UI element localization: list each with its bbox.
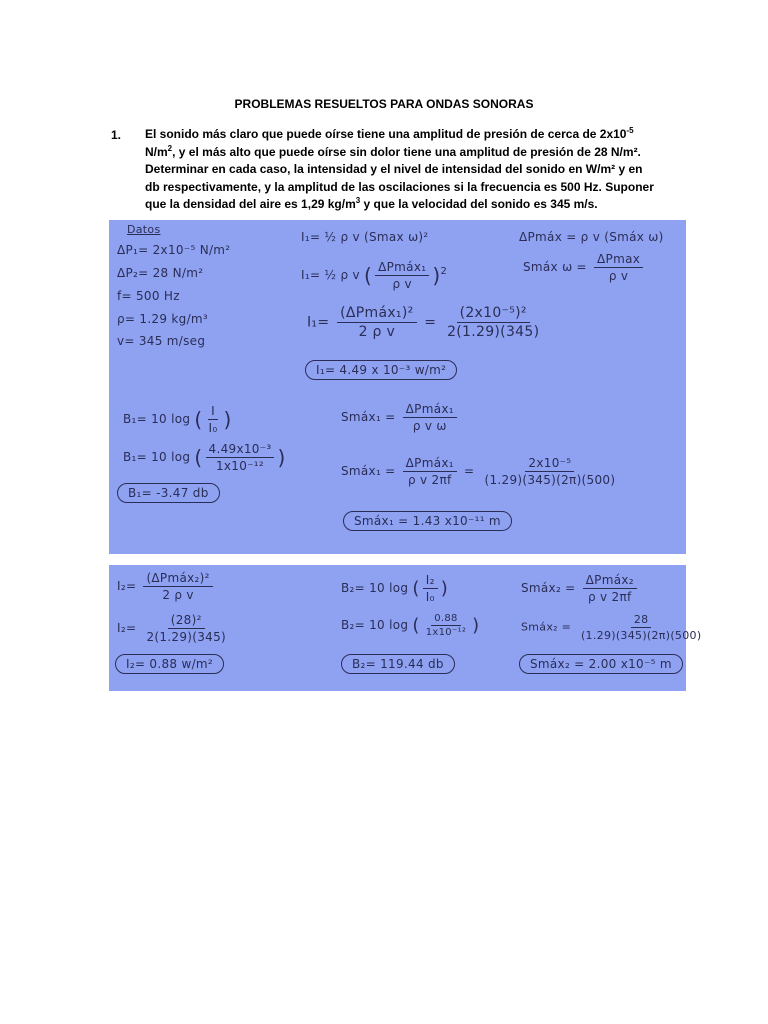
b2-calc-left: B₂= 10 log [341,618,409,632]
solution-panel-2 [109,565,702,691]
datos-item: f= 500 Hz [117,289,180,303]
result-oval: B₁= -3.47 db [117,483,220,503]
numerator: ΔPmáx₁ [403,402,457,418]
fraction [423,613,469,638]
fraction [444,305,542,340]
i1-formula-b-left: I₁= ½ ρ v [301,268,360,282]
smax1-calc [341,456,621,487]
fraction [143,613,229,644]
paren-close: ) [472,615,480,636]
denominator: I₀ [208,421,218,435]
fraction [578,613,704,642]
denominator: (1.29)(345)(2π)(500) [484,473,616,487]
denominator: ρ v [392,277,412,291]
result-oval: B₂= 119.44 db [341,654,455,674]
b2-result [341,657,455,671]
document-title: PROBLEMAS RESUELTOS PARA ONDAS SONORAS [234,97,534,111]
b1-formula [123,404,232,435]
problem-text-part4: y que la velocidad del sonido es 345 m/s. [360,197,598,212]
denominator: ρ v 2πf [588,590,632,604]
fraction [403,402,457,433]
paren-close: ) [432,263,441,288]
paren-close: ) [223,407,232,432]
paren-close: ) [277,445,286,470]
denominator: (1.29)(345)(2π)(500) [580,629,702,642]
result-oval: I₁= 4.49 x 10⁻³ w/m² [305,360,457,380]
smax1-formula [341,402,460,433]
fraction [375,260,429,291]
problem-text-part2: N/m [145,144,168,159]
fraction [481,456,618,487]
problem-text-part1: El sonido más claro que puede oírse tiene una amplitud de presión de cerca de 2x10 [145,127,627,141]
i2-formula [117,571,216,602]
numerator: (28)² [168,613,205,629]
i2-result [115,657,224,671]
b1-calc [123,442,286,473]
fraction [337,305,416,340]
datos-item: ρ= 1.29 kg/m³ [117,312,209,326]
denominator: ρ v ω [412,419,447,433]
smax1-formula-left: Smáx₁ = [341,410,396,424]
b1-formula-left: B₁= 10 log [123,412,191,426]
fraction [206,442,275,473]
smax2-calc [521,613,707,642]
problem-text-exp2: 2 [167,143,173,153]
problem-text-exp1: -5 [626,126,634,135]
fraction [403,456,457,487]
paren-open: ( [412,578,420,599]
b1-calc-left: B₁= 10 log [123,450,191,464]
paren-open: ( [364,263,373,288]
numerator: 0.88 [431,613,460,626]
problem-number: 1. [111,128,122,142]
fraction [423,573,438,604]
i1-formula-b [301,260,447,291]
numerator: 2x10⁻⁵ [525,456,574,472]
numerator: (ΔPmáx₂)² [143,571,212,587]
paren-open: ( [194,407,203,432]
i1-result [305,363,457,377]
numerator: (2x10⁻⁵)² [457,305,530,323]
datos-item: ΔP₂= 28 N/m² [117,266,204,280]
fraction [594,252,643,283]
denominator: 1x10⁻¹² [425,627,467,638]
i1-formula-a: I₁= ½ ρ v (Smax ω)² [301,230,429,244]
b2-formula [341,573,448,604]
numerator: ΔPmax [594,252,643,268]
problem-text-exp3: 3 [355,196,361,206]
b2-calc [341,613,479,638]
smax2-calc-left: Smáx₂ = [521,620,572,634]
i1-formula-c [307,305,545,340]
smax1-result [343,514,512,528]
denominator: 2 ρ v [162,588,194,602]
smax-w-left: Smáx ω = [523,260,587,274]
datos-item: v= 345 m/seg [117,334,206,348]
smax-w-formula [523,252,646,283]
paren-close: ) [440,578,449,599]
paren-open: ( [412,615,420,636]
datos-item: ΔP₁= 2x10⁻⁵ N/m² [117,243,231,257]
smax2-result [519,657,683,671]
denominator: ρ v 2πf [408,473,452,487]
smax2-formula [521,573,640,604]
i2-calc [117,613,232,644]
equals-sign: = [424,314,437,331]
numerator: ΔPmáx₁ [403,456,457,472]
exponent: 2 [440,266,448,277]
equals-sign: = [464,464,475,478]
numerator: ΔPmáx₂ [583,573,637,589]
result-oval: Smáx₂ = 2.00 x10⁻⁵ m [519,654,683,674]
i2-calc-left: I₂= [117,621,137,635]
fraction [206,404,221,435]
numerator: I₂ [423,573,438,589]
smax2-formula-left: Smáx₂ = [521,581,576,595]
result-oval: Smáx₁ = 1.43 x10⁻¹¹ m [343,511,512,531]
numerator: (ΔPmáx₁)² [337,305,416,323]
b2-formula-left: B₂= 10 log [341,581,409,595]
smax1-calc-left: Smáx₁ = [341,464,396,478]
denominator: I₀ [425,590,435,604]
dp-formula: ΔPmáx = ρ v (Smáx ω) [519,230,664,244]
result-oval: I₂= 0.88 w/m² [115,654,224,674]
i1-formula-c-left: I₁= [307,314,330,331]
problem-text-part3: , y el más alto que puede oírse sin dolor tiene una amplitud de presión de 28 N/m². Determinar en cada caso, la intensidad y el nivel de intensidad del sonido en W/m² y en db respectivamente, y la amplitud de las oscilaciones si la frecuencia es 500 Hz. Suponer que la densidad del aire es 1,29 kg/m [145,144,654,212]
paren-open: ( [194,445,203,470]
numerator: I [208,404,218,420]
numerator: 28 [631,613,652,628]
b1-result [117,486,220,500]
denominator: 2(1.29)(345) [146,630,227,644]
denominator: 2 ρ v [358,324,396,340]
numerator: 4.49x10⁻³ [206,442,275,458]
problem-statement [145,126,660,214]
numerator: ΔPmáx₁ [375,260,429,276]
denominator: 2(1.29)(345) [447,324,540,340]
denominator: ρ v [608,269,629,283]
fraction [143,571,212,602]
i2-formula-left: I₂= [117,579,137,593]
fraction [583,573,637,604]
datos-heading: Datos [127,223,161,236]
denominator: 1x10⁻¹² [215,459,265,473]
solution-panel-1 [109,220,686,554]
